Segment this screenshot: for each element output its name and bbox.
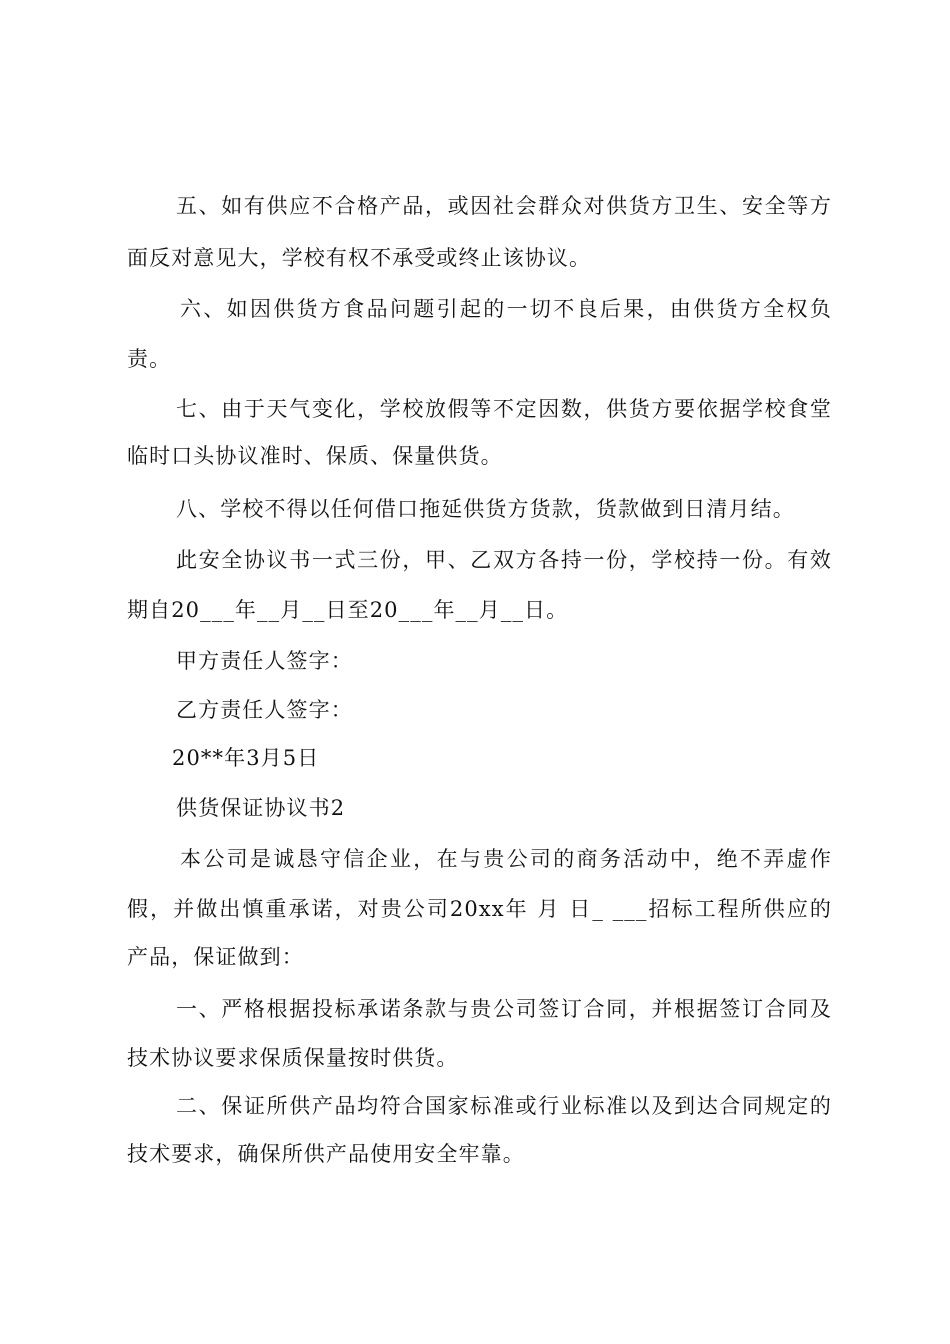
paragraph-7-line-2: 临时口头协议准时、保质、保量供货。 [127, 444, 503, 468]
party-b-signature-label: 乙方责任人签字： [176, 698, 353, 722]
commitment-line-3: 产品，保证做到： [127, 945, 304, 969]
guarantee-1-line-1: 一、严格根据投标承诺条款与贵公司签订合同，并根据签订合同及 [176, 997, 832, 1021]
agreement-copies-line-1: 此安全协议书一式三份，甲、乙双方各持一份，学校持一份。有效 [176, 548, 832, 572]
paragraph-5-line-2: 面反对意见大，学校有权不承受或终止该协议。 [127, 246, 592, 270]
commitment-line-1: 本公司是诚恳守信企业，在与贵公司的商务活动中，绝不弄虚作 [180, 847, 832, 871]
guarantee-2-line-2: 技术要求，确保所供产品使用安全牢靠。 [127, 1142, 525, 1166]
guarantee-1-line-2: 技术协议要求保质保量按时供货。 [127, 1046, 459, 1070]
validity-period-line: 期自20___年__月__日至20___年__月__日。 [127, 598, 569, 622]
section-title: 供货保证协议书2 [176, 796, 346, 820]
paragraph-5-line-1: 五、如有供应不合格产品，或因社会群众对供货方卫生、安全等方 [176, 194, 832, 218]
signature-date: 20**年3月5日 [172, 746, 320, 770]
guarantee-2-line-1: 二、保证所供产品均符合国家标准或行业标准以及到达合同规定的 [176, 1094, 832, 1118]
paragraph-6-line-2: 责。 [127, 347, 172, 371]
party-a-signature-label: 甲方责任人签字： [176, 649, 353, 673]
paragraph-7-line-1: 七、由于天气变化，学校放假等不定因数，供货方要依据学校食堂 [176, 397, 832, 421]
commitment-line-2: 假，并做出慎重承诺，对贵公司20xx年 月 日_ ___招标工程所供应的 [127, 897, 832, 921]
paragraph-6-line-1: 六、如因供货方食品问题引起的一切不良后果，由供货方全权负 [180, 297, 832, 321]
paragraph-8: 八、学校不得以任何借口拖延供货方货款，货款做到日清月结。 [176, 497, 795, 521]
